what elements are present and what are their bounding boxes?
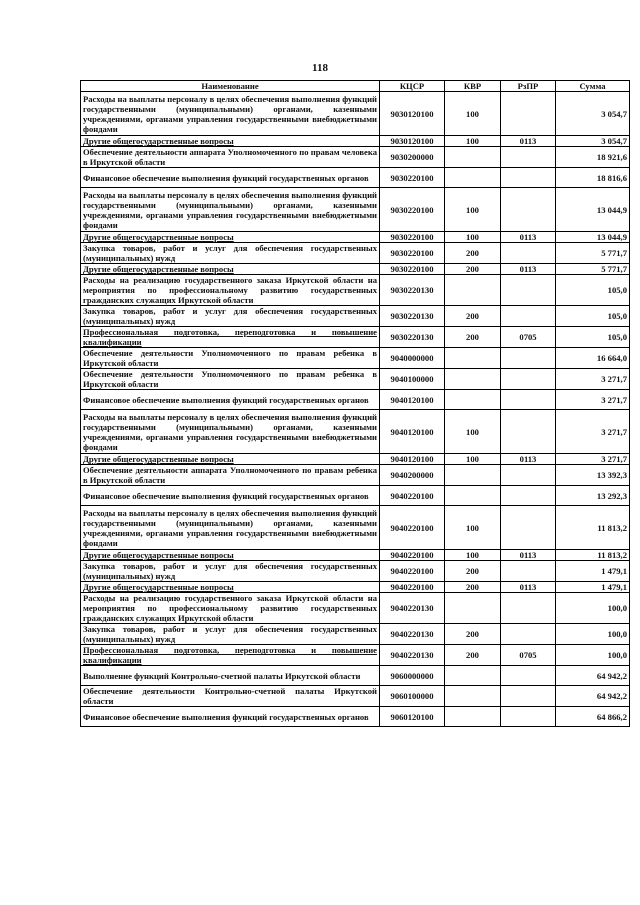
row-sum-cell: 3 271,7 bbox=[556, 410, 630, 454]
row-kcsr-cell: 9060120100 bbox=[380, 707, 445, 727]
row-name-cell: Другие общегосударственные вопросы bbox=[81, 550, 380, 561]
row-rzpr-cell bbox=[501, 92, 556, 136]
table-row bbox=[81, 561, 630, 582]
row-sum-cell: 105,0 bbox=[556, 275, 630, 306]
header-rzpr: РзПР bbox=[501, 81, 556, 92]
row-kvr-cell: 100 bbox=[445, 454, 501, 465]
header-row bbox=[81, 81, 630, 92]
row-rzpr-cell bbox=[501, 624, 556, 645]
row-kcsr-cell: 9030220100 bbox=[380, 243, 445, 264]
row-kvr-cell bbox=[445, 593, 501, 624]
row-name-cell: Закупка товаров, работ и услуг для обеспечения государственных (муниципальных) нужд bbox=[81, 306, 380, 327]
table-row bbox=[81, 486, 630, 506]
row-name-cell: Расходы на реализацию государственного заказа Иркутской области на мероприятия по профессиональному развитию государственных гражданских служащих Иркутской области bbox=[81, 275, 380, 306]
row-kcsr-cell: 9040000000 bbox=[380, 348, 445, 369]
row-kcsr-cell: 9030220130 bbox=[380, 327, 445, 348]
header-kvr: КВР bbox=[445, 81, 501, 92]
row-kvr-cell: 100 bbox=[445, 506, 501, 550]
row-name-cell: Обеспечение деятельности аппарата Уполномоченного по правам ребенка в Иркутской области bbox=[81, 465, 380, 486]
row-rzpr-cell bbox=[501, 561, 556, 582]
row-rzpr-cell bbox=[501, 666, 556, 686]
row-sum-cell: 100,0 bbox=[556, 593, 630, 624]
row-sum-cell: 18 816,6 bbox=[556, 168, 630, 188]
row-kvr-cell: 100 bbox=[445, 410, 501, 454]
row-sum-cell: 5 771,7 bbox=[556, 264, 630, 275]
row-kcsr-cell: 9030220100 bbox=[380, 168, 445, 188]
row-kvr-cell bbox=[445, 707, 501, 727]
row-kvr-cell: 200 bbox=[445, 243, 501, 264]
row-rzpr-cell bbox=[501, 486, 556, 506]
row-name-cell: Профессиональная подготовка, переподготовка и повышение квалификации bbox=[81, 645, 380, 666]
row-name-cell: Расходы на выплаты персоналу в целях обеспечения выполнения функций государственными (муниципальными) органами, казенными учреждениями, органами управления государственными внебюджетными фондами bbox=[81, 92, 380, 136]
table-row bbox=[81, 624, 630, 645]
row-name-cell: Выполнение функций Контрольно-счетной палаты Иркутской области bbox=[81, 666, 380, 686]
header-sum: Сумма bbox=[556, 81, 630, 92]
row-sum-cell: 105,0 bbox=[556, 327, 630, 348]
row-kcsr-cell: 9040100000 bbox=[380, 369, 445, 390]
row-rzpr-cell: 0705 bbox=[501, 327, 556, 348]
row-sum-cell: 13 392,3 bbox=[556, 465, 630, 486]
row-name-cell: Расходы на выплаты персоналу в целях обеспечения выполнения функций государственными (муниципальными) органами, казенными учреждениями, органами управления государственными внебюджетными фондами bbox=[81, 506, 380, 550]
row-sum-cell: 105,0 bbox=[556, 306, 630, 327]
row-name-cell: Закупка товаров, работ и услуг для обеспечения государственных (муниципальных) нужд bbox=[81, 243, 380, 264]
row-rzpr-cell bbox=[501, 390, 556, 410]
table-row bbox=[81, 243, 630, 264]
table-row bbox=[81, 550, 630, 561]
row-kvr-cell bbox=[445, 369, 501, 390]
table-row bbox=[81, 147, 630, 168]
row-name-cell: Расходы на реализацию государственного заказа Иркутской области на мероприятия по профессиональному развитию государственных гражданских служащих Иркутской области bbox=[81, 593, 380, 624]
row-rzpr-cell bbox=[501, 243, 556, 264]
row-rzpr-cell bbox=[501, 188, 556, 232]
row-rzpr-cell: 0113 bbox=[501, 232, 556, 243]
row-kcsr-cell: 9060100000 bbox=[380, 686, 445, 707]
row-rzpr-cell bbox=[501, 410, 556, 454]
row-rzpr-cell bbox=[501, 506, 556, 550]
table-row bbox=[81, 327, 630, 348]
row-name-cell: Расходы на выплаты персоналу в целях обеспечения выполнения функций государственными (муниципальными) органами, казенными учреждениями, органами управления государственными внебюджетными фондами bbox=[81, 410, 380, 454]
row-kcsr-cell: 9030220100 bbox=[380, 264, 445, 275]
row-name-cell: Финансовое обеспечение выполнения функций государственных органов bbox=[81, 390, 380, 410]
row-rzpr-cell bbox=[501, 593, 556, 624]
table-row bbox=[81, 348, 630, 369]
table-row bbox=[81, 465, 630, 486]
table-body bbox=[81, 92, 630, 727]
row-name-cell: Другие общегосударственные вопросы bbox=[81, 232, 380, 243]
row-kvr-cell: 200 bbox=[445, 582, 501, 593]
budget-table bbox=[80, 80, 630, 727]
row-sum-cell: 13 044,9 bbox=[556, 232, 630, 243]
table-row bbox=[81, 707, 630, 727]
table-row bbox=[81, 136, 630, 147]
row-sum-cell: 3 054,7 bbox=[556, 136, 630, 147]
row-kvr-cell: 100 bbox=[445, 550, 501, 561]
row-rzpr-cell bbox=[501, 147, 556, 168]
row-kcsr-cell: 9030220130 bbox=[380, 306, 445, 327]
row-sum-cell: 100,0 bbox=[556, 645, 630, 666]
row-name-cell: Другие общегосударственные вопросы bbox=[81, 136, 380, 147]
row-name-cell: Профессиональная подготовка, переподготовка и повышение квалификации bbox=[81, 327, 380, 348]
row-kvr-cell: 200 bbox=[445, 624, 501, 645]
table-row bbox=[81, 92, 630, 136]
header-kcsr: КЦСР bbox=[380, 81, 445, 92]
row-rzpr-cell: 0113 bbox=[501, 136, 556, 147]
row-kvr-cell: 100 bbox=[445, 136, 501, 147]
table-row bbox=[81, 188, 630, 232]
row-rzpr-cell bbox=[501, 707, 556, 727]
row-kcsr-cell: 9030120100 bbox=[380, 136, 445, 147]
row-kvr-cell bbox=[445, 486, 501, 506]
row-sum-cell: 1 479,1 bbox=[556, 582, 630, 593]
row-name-cell: Другие общегосударственные вопросы bbox=[81, 454, 380, 465]
row-kvr-cell bbox=[445, 390, 501, 410]
row-kvr-cell: 100 bbox=[445, 232, 501, 243]
row-kcsr-cell: 9060000000 bbox=[380, 666, 445, 686]
row-rzpr-cell bbox=[501, 465, 556, 486]
row-kcsr-cell: 9040220100 bbox=[380, 582, 445, 593]
row-kvr-cell bbox=[445, 168, 501, 188]
table-row bbox=[81, 264, 630, 275]
row-kvr-cell bbox=[445, 348, 501, 369]
row-name-cell: Финансовое обеспечение выполнения функций государственных органов bbox=[81, 486, 380, 506]
row-sum-cell: 3 271,7 bbox=[556, 390, 630, 410]
row-kcsr-cell: 9030220100 bbox=[380, 188, 445, 232]
row-name-cell: Обеспечение деятельности Уполномоченного по правам ребенка в Иркутской области bbox=[81, 348, 380, 369]
table-row bbox=[81, 666, 630, 686]
row-sum-cell: 3 271,7 bbox=[556, 369, 630, 390]
row-kvr-cell: 200 bbox=[445, 645, 501, 666]
table-row bbox=[81, 306, 630, 327]
row-kvr-cell bbox=[445, 686, 501, 707]
row-kvr-cell bbox=[445, 275, 501, 306]
row-name-cell: Обеспечение деятельности Уполномоченного по правам ребенка в Иркутской области bbox=[81, 369, 380, 390]
table-row bbox=[81, 506, 630, 550]
row-sum-cell: 1 479,1 bbox=[556, 561, 630, 582]
table-row bbox=[81, 645, 630, 666]
row-rzpr-cell: 0113 bbox=[501, 550, 556, 561]
row-rzpr-cell bbox=[501, 348, 556, 369]
table-row bbox=[81, 232, 630, 243]
row-kcsr-cell: 9040120100 bbox=[380, 390, 445, 410]
row-kcsr-cell: 9040220130 bbox=[380, 624, 445, 645]
row-kcsr-cell: 9040220130 bbox=[380, 593, 445, 624]
table-row bbox=[81, 168, 630, 188]
row-kvr-cell: 200 bbox=[445, 306, 501, 327]
row-rzpr-cell bbox=[501, 168, 556, 188]
row-kvr-cell bbox=[445, 465, 501, 486]
page-number: 118 bbox=[312, 62, 328, 74]
row-sum-cell: 13 292,3 bbox=[556, 486, 630, 506]
row-kcsr-cell: 9040200000 bbox=[380, 465, 445, 486]
table-row bbox=[81, 369, 630, 390]
row-rzpr-cell: 0705 bbox=[501, 645, 556, 666]
row-rzpr-cell: 0113 bbox=[501, 454, 556, 465]
row-kcsr-cell: 9030200000 bbox=[380, 147, 445, 168]
row-kcsr-cell: 9030220130 bbox=[380, 275, 445, 306]
table-row bbox=[81, 275, 630, 306]
table-row bbox=[81, 390, 630, 410]
row-rzpr-cell: 0113 bbox=[501, 264, 556, 275]
header-name: Наименование bbox=[81, 81, 380, 92]
row-kcsr-cell: 9040220100 bbox=[380, 486, 445, 506]
row-kvr-cell: 200 bbox=[445, 561, 501, 582]
row-kvr-cell: 100 bbox=[445, 92, 501, 136]
row-rzpr-cell bbox=[501, 306, 556, 327]
row-sum-cell: 64 942,2 bbox=[556, 686, 630, 707]
row-kvr-cell bbox=[445, 666, 501, 686]
table-row bbox=[81, 410, 630, 454]
row-sum-cell: 64 866,2 bbox=[556, 707, 630, 727]
row-sum-cell: 18 921,6 bbox=[556, 147, 630, 168]
row-sum-cell: 3 271,7 bbox=[556, 454, 630, 465]
table-row bbox=[81, 454, 630, 465]
row-kcsr-cell: 9040220100 bbox=[380, 506, 445, 550]
row-name-cell: Закупка товаров, работ и услуг для обеспечения государственных (муниципальных) нужд bbox=[81, 561, 380, 582]
row-sum-cell: 11 813,2 bbox=[556, 550, 630, 561]
row-kcsr-cell: 9040120100 bbox=[380, 410, 445, 454]
row-name-cell: Финансовое обеспечение выполнения функций государственных органов bbox=[81, 707, 380, 727]
table-row bbox=[81, 582, 630, 593]
row-name-cell: Закупка товаров, работ и услуг для обеспечения государственных (муниципальных) нужд bbox=[81, 624, 380, 645]
row-name-cell: Другие общегосударственные вопросы bbox=[81, 264, 380, 275]
table-row bbox=[81, 686, 630, 707]
row-name-cell: Обеспечение деятельности аппарата Уполномоченного по правам человека в Иркутской области bbox=[81, 147, 380, 168]
row-kvr-cell bbox=[445, 147, 501, 168]
row-sum-cell: 5 771,7 bbox=[556, 243, 630, 264]
row-rzpr-cell bbox=[501, 686, 556, 707]
row-kcsr-cell: 9040220100 bbox=[380, 550, 445, 561]
row-name-cell: Финансовое обеспечение выполнения функций государственных органов bbox=[81, 168, 380, 188]
row-kvr-cell: 100 bbox=[445, 188, 501, 232]
row-sum-cell: 16 664,0 bbox=[556, 348, 630, 369]
row-rzpr-cell bbox=[501, 369, 556, 390]
row-sum-cell: 11 813,2 bbox=[556, 506, 630, 550]
table-row bbox=[81, 593, 630, 624]
row-sum-cell: 13 044,9 bbox=[556, 188, 630, 232]
row-kcsr-cell: 9040220100 bbox=[380, 561, 445, 582]
row-kcsr-cell: 9040220130 bbox=[380, 645, 445, 666]
row-name-cell: Расходы на выплаты персоналу в целях обеспечения выполнения функций государственными (муниципальными) органами, казенными учреждениями, органами управления государственными внебюджетными фондами bbox=[81, 188, 380, 232]
row-kvr-cell: 200 bbox=[445, 264, 501, 275]
row-kcsr-cell: 9030220100 bbox=[380, 232, 445, 243]
row-name-cell: Обеспечение деятельности Контрольно-счетной палаты Иркутской области bbox=[81, 686, 380, 707]
row-sum-cell: 100,0 bbox=[556, 624, 630, 645]
row-sum-cell: 3 054,7 bbox=[556, 92, 630, 136]
row-kvr-cell: 200 bbox=[445, 327, 501, 348]
row-rzpr-cell bbox=[501, 275, 556, 306]
row-rzpr-cell: 0113 bbox=[501, 582, 556, 593]
row-kcsr-cell: 9040120100 bbox=[380, 454, 445, 465]
row-kcsr-cell: 9030120100 bbox=[380, 92, 445, 136]
row-name-cell: Другие общегосударственные вопросы bbox=[81, 582, 380, 593]
row-sum-cell: 64 942,2 bbox=[556, 666, 630, 686]
